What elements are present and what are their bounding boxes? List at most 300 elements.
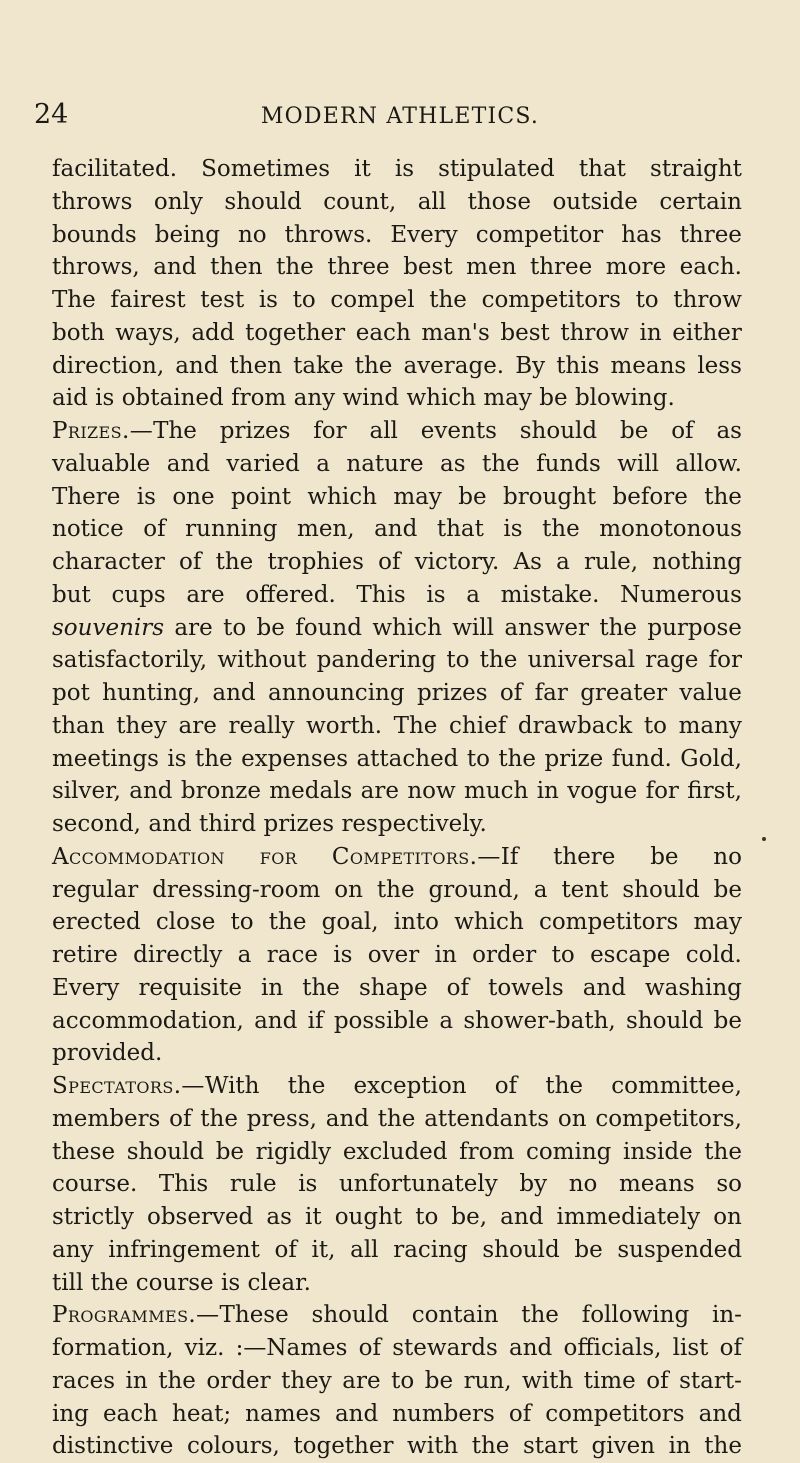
word: ground, [428,876,520,903]
word: should [482,1236,560,1263]
word: and [148,811,192,837]
word: Spectators.—With [52,1073,260,1099]
word: so [716,1171,742,1198]
word: a [533,876,548,903]
word: allow. [675,450,742,477]
word: and [325,1105,369,1132]
text-line [52,579,742,612]
word: should [622,876,700,903]
word: start- [679,1367,742,1394]
word: is [258,287,278,313]
word: be [256,614,285,641]
word: meetings [52,745,159,772]
word: regular [52,876,139,903]
word: first, [687,778,742,805]
word: third [198,811,257,837]
word: is [503,516,523,543]
word: offered. [245,581,336,608]
word: count, [323,188,397,215]
word: shape [358,974,428,1001]
word: means [610,352,687,379]
word: running [185,516,278,543]
word: to [446,647,470,674]
word: it, [311,1236,336,1263]
word: coming [525,1138,612,1165]
word: it [304,1204,322,1230]
word: and [129,778,173,805]
word: is [167,745,187,772]
word: should [311,1302,389,1329]
word: much [464,778,529,805]
word: directly [133,942,223,968]
word: into [393,909,440,936]
word: and [500,1204,544,1230]
word: facilitated. [52,156,178,182]
word: distinctive [52,1433,174,1460]
word: be [424,1367,454,1394]
word: the [302,974,340,1001]
word: be [215,1138,245,1165]
word: in [125,1367,148,1394]
word: best [500,319,550,346]
word: be [574,1236,603,1263]
word: may [693,909,742,936]
text-line [52,612,742,645]
word: members [52,1105,161,1132]
text-line [52,513,742,546]
word: following [581,1302,690,1329]
text-line [52,350,742,383]
word: men [466,254,517,281]
word: order [206,1367,271,1394]
word: it [354,156,371,182]
word: colours, [186,1433,280,1460]
word: notice [52,516,124,543]
word: cups [111,581,166,608]
word: character [52,549,165,575]
word: found [295,614,362,641]
word: purpose [647,614,742,641]
word: over [367,942,420,968]
text-line [52,481,742,514]
word: start [522,1433,578,1460]
word: average. [403,352,505,379]
word: throws [52,188,133,215]
word: of [358,1335,382,1361]
text-line [52,743,742,776]
word: varied [226,450,300,477]
word: erected [52,909,141,936]
word: best [403,254,453,281]
word: certain [659,188,742,215]
word: is [333,942,353,968]
word: excluded [342,1138,448,1165]
word: wind [342,385,400,412]
word: of [508,1400,532,1427]
word: of [143,516,166,543]
word: list [672,1335,709,1361]
word: a [466,581,480,608]
word: more [605,254,667,281]
word: before [612,483,688,510]
word: the [200,1105,238,1132]
word: each [102,1400,158,1427]
word: chief [449,712,507,739]
word: dressing-room [152,876,321,903]
word: has [621,221,662,248]
word: should [626,1007,704,1034]
word: are [360,778,399,805]
word: to [415,1204,439,1230]
text-line [52,1037,742,1070]
word: the [377,1105,416,1132]
word: means [618,1171,695,1198]
word: vogue [567,778,638,805]
word: funds [536,450,601,477]
word: retire [52,942,118,968]
word: observed [146,1204,254,1230]
word: all [350,1236,379,1263]
word: Gold, [680,745,742,772]
word: tent [561,876,609,903]
word: prizes [263,811,335,837]
word: the [376,876,415,903]
word: cold. [685,942,742,968]
word: the [545,1073,584,1099]
word: which [406,385,477,412]
word: without [217,647,307,674]
body-text [52,153,742,1463]
word: races [52,1367,116,1394]
word: blowing. [574,385,675,412]
word: is [298,1171,318,1198]
text-line [52,1365,742,1398]
word: nature [346,450,424,477]
word: a [237,942,252,968]
word: and [153,254,197,281]
word: to [643,712,667,739]
word: the [354,352,393,379]
word: man's [421,319,490,346]
text-line [52,1267,742,1300]
word: either [672,319,742,346]
word: the [215,549,254,575]
word: to [292,287,316,313]
text-line [52,415,742,448]
word: course [135,1269,214,1296]
word: and [374,516,418,543]
word: ought [334,1204,403,1230]
word: the [704,1138,742,1165]
word: being [154,221,220,248]
word: valuable [52,450,151,477]
word: is [95,385,115,412]
word: together [293,1433,394,1460]
word: press, [246,1105,317,1132]
word: the [268,909,307,936]
word: medals [269,778,353,805]
word: and [509,1335,553,1361]
text-line [52,939,742,972]
word: close [155,909,216,936]
word: take [293,352,344,379]
word: order [472,942,537,968]
word: on [334,876,363,903]
word: worth. [306,712,383,739]
word: are [174,614,213,641]
word: throw [673,287,742,313]
word: throw [560,319,629,346]
page-number: 24 [34,99,69,130]
text-line [52,317,742,350]
text-line [52,1103,742,1136]
word: escape [590,942,671,968]
word: is [221,1269,241,1296]
word: prize [544,745,604,772]
word: greater [580,680,668,706]
word: no [713,843,742,870]
word: one [172,483,215,510]
word: ing [52,1400,89,1427]
word: three [529,254,593,281]
word: as [440,450,466,477]
word: viz. [184,1335,225,1361]
word: racing [393,1236,468,1263]
word: Prizes.—The [52,418,197,444]
word: value [679,680,742,706]
word: Numerous [620,581,742,608]
word: of [494,1073,518,1099]
word: that [578,156,626,182]
text-line [52,1070,742,1103]
word: no [237,221,267,248]
word: a [439,1007,454,1034]
text-line [52,1430,742,1463]
word: of [274,1236,297,1263]
word: will [452,614,495,641]
word: which [307,483,377,510]
text-line [52,1299,742,1332]
word: in [261,974,284,1001]
word: the [471,1433,510,1460]
word: this [556,352,600,379]
word: should [126,1138,205,1165]
word: goal, [321,909,379,936]
word: drawback [517,712,633,739]
word: all [417,188,447,215]
word: satisfactorily, [52,647,208,674]
word: no [568,1171,598,1198]
word: unfortunately [338,1171,498,1198]
text-line [52,186,742,219]
word: of [446,974,470,1001]
word: as [266,1204,292,1230]
word: for [708,647,742,674]
word: fairest [110,287,186,313]
word: prizes [219,418,291,444]
word: given [591,1433,655,1460]
word: may [483,385,532,412]
word: obtained [121,385,224,412]
text-line [52,1332,742,1365]
word: Accommodation [52,843,225,870]
word: test [200,287,245,313]
word: than [52,712,105,739]
word: and [254,1007,298,1034]
word: souvenirs [52,614,165,641]
text-line [52,677,742,710]
word: silver, [52,778,121,805]
word: of [719,1335,742,1361]
word: add [191,319,235,346]
word: three [679,221,742,248]
word: for [313,418,347,444]
word: ways, [115,319,181,346]
word: in [639,319,662,346]
word: competitors [481,287,621,313]
word: to [466,745,490,772]
word: to [223,614,247,641]
word: be [650,843,679,870]
text-line [52,1234,742,1267]
word: far [534,680,568,706]
word: of [671,418,694,444]
word: in- [712,1302,742,1329]
word: be [539,385,568,412]
word: on [713,1204,742,1230]
word: formation, [52,1335,174,1361]
word: exception [353,1073,467,1099]
word: they [116,712,167,739]
word: the [195,745,233,772]
text-line [52,448,742,481]
word: on [557,1105,587,1132]
word: rage [645,647,699,674]
word: both [52,319,105,346]
word: as [716,418,742,444]
word: by [519,1171,548,1198]
word: By [515,352,546,379]
ink-speck [762,837,766,841]
word: shower-bath, [463,1007,616,1034]
word: point [231,483,291,510]
word: and [212,680,256,706]
word: run, [463,1367,512,1394]
word: victory. [414,549,500,575]
word: aid [52,385,88,412]
word: :—Names [235,1335,348,1361]
word: and [698,1400,742,1427]
word: be [458,483,487,510]
word: announcing [268,680,405,706]
word: course. [52,1171,138,1198]
word: men, [297,516,355,543]
word: immediately [556,1204,701,1230]
word: hunting, [102,680,201,706]
word: washing [644,974,742,1001]
word: bronze [180,778,261,805]
word: competitors, [595,1105,742,1132]
word: these [52,1138,116,1165]
word: compel [330,287,415,313]
word: the [90,1269,129,1296]
word: answer [504,614,589,641]
word: of [646,1367,669,1394]
word: possible [333,1007,430,1034]
word: fund. [611,745,672,772]
word: rule [229,1171,277,1198]
word: from [231,385,287,412]
word: together [245,319,346,346]
word: contain [411,1302,499,1329]
word: of [378,549,401,575]
word: till [52,1269,84,1296]
word: Every [52,974,120,1001]
word: any [52,1236,94,1263]
word: prizes [416,680,488,706]
word: should [519,418,598,444]
word: officials, [563,1335,662,1361]
word: Programmes.—These [52,1302,289,1329]
text-line [52,546,742,579]
word: attached [356,745,459,772]
word: a [556,549,570,575]
word: throws, [52,254,140,281]
word: suspended [617,1236,742,1263]
text-line [52,841,742,874]
word: nothing [652,549,742,575]
text-line [52,644,742,677]
word: all [369,418,398,444]
text-line [52,1168,742,1201]
text-line [52,1136,742,1169]
word: Sometimes [201,156,331,182]
running-head: MODERN ATHLETICS. [260,104,540,129]
word: now [407,778,456,805]
word: the [429,287,467,313]
word: the [498,745,537,772]
word: This [356,581,406,608]
word: trophies [267,549,364,575]
word: is [426,581,446,608]
word: is [136,483,156,510]
word: expenses [241,745,349,772]
word: requisite [138,974,242,1001]
word: for [645,778,679,805]
word: to [391,1367,415,1394]
word: clear. [247,1269,311,1296]
word: names [245,1400,321,1427]
text-line [52,1201,742,1234]
word: they [281,1367,332,1394]
word: time [583,1367,636,1394]
word: of [169,1105,192,1132]
word: second, [52,811,141,837]
text-line [52,1398,742,1431]
word: then [229,352,283,379]
word: with [522,1367,574,1394]
word: direction, [52,352,165,379]
word: rigidly [255,1138,332,1165]
word: and [175,352,219,379]
word: stewards [392,1335,498,1361]
word: the [158,1367,196,1394]
word: straight [650,156,742,182]
word: if [307,1007,324,1034]
word: race [266,942,318,968]
word: in [434,942,457,968]
word: and [334,1400,379,1427]
